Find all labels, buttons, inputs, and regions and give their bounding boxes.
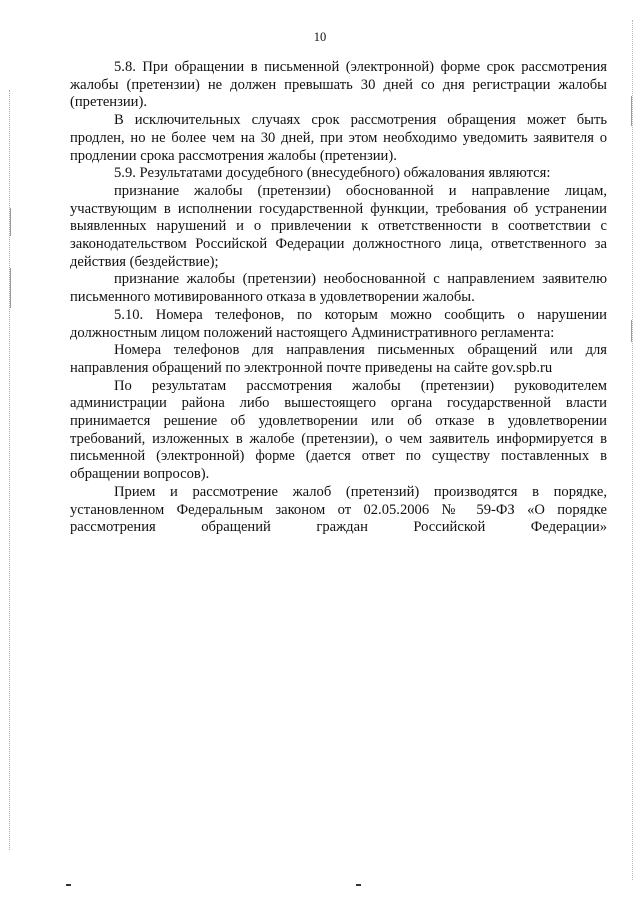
page-number: 10 <box>313 30 327 44</box>
paragraph-justified-result: признание жалобы (претензии) обоснованной и направление лицам, участвующим в исполнении государственной функции, требования об устранении выявленных нарушений и о привлечении к ответственности в соответствии с законодательством Российской Федерации должностного лица, ответственного за действия (бездействие); <box>70 182 607 270</box>
scan-artifact <box>631 320 632 342</box>
scan-mark <box>66 884 71 886</box>
scan-mark <box>356 884 361 886</box>
paragraph-extension: В исключительных случаях срок рассмотрения обращения может быть продлен, но не более чем на 30 дней, при этом необходимо уведомить заявителя о продлении срока рассмотрения жалобы (претензии). <box>70 112 607 164</box>
scan-artifact <box>631 96 632 126</box>
document-body <box>70 59 607 537</box>
paragraph-unjustified-result: признание жалобы (претензии) необоснованной с направлением заявителю письменного мотивированного отказа в удовлетворении жалобы. <box>70 271 607 306</box>
scan-artifact <box>10 208 11 236</box>
paragraph-5-10: 5.10. Номера телефонов, по которым можно сообщить о нарушении должностным лицом положений настоящего Административного регламента: <box>70 306 607 341</box>
scan-edge-left <box>9 90 10 850</box>
paragraph-review-decision: По результатам рассмотрения жалобы (претензии) руководителем администрации района либо вышестоящего органа государственной власти принимается решение об удовлетворении или об отказе в удовлетворении требований, изложенных в жалобе (претензии), о чем заявитель информируется в письменной (электронной) форме (дается ответ по существу поставленных в обращении вопросов). <box>70 377 607 483</box>
paragraph-federal-law: Прием и рассмотрение жалоб (претензий) производятся в порядке, установленном Федеральным законом от 02.05.2006 № 59-ФЗ «О порядке рассмотрения обращений граждан Российской Федерации» <box>70 483 607 536</box>
paragraph-5-8: 5.8. При обращении в письменной (электронной) форме срок рассмотрения жалобы (претензии) не должен превышать 30 дней со дня регистрации жалобы (претензии). <box>70 59 607 111</box>
paragraph-5-9: 5.9. Результатами досудебного (внесудебного) обжалования являются: <box>114 165 551 182</box>
scan-artifact <box>10 268 11 308</box>
scan-edge-right <box>632 20 633 880</box>
paragraph-phone-numbers: Номера телефонов для направления письменных обращений или для направления обращений по электронной почте приведены на сайте gov.spb.ru <box>70 342 607 376</box>
